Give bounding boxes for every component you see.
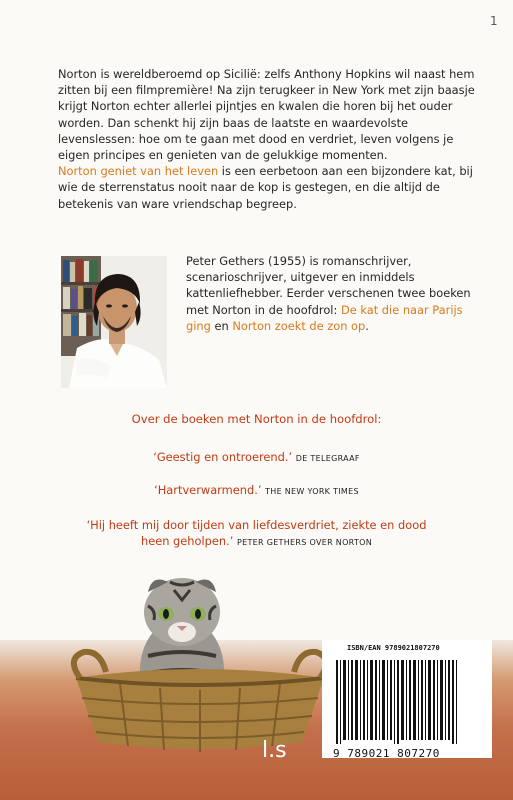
book-title-highlight: Norton geniet van het leven: [58, 164, 219, 179]
author-photo: [61, 256, 167, 388]
review-quote: [0, 517, 513, 551]
author-photo-image: [61, 256, 167, 388]
blurb-paragraph-1: Norton is wereldberoemd op Sicilië: zelfs Anthony Hopkins wil naast hem zitten bij een filmpremière! Na zijn terugkeer in New York met zijn baasje krijgt Norton echter allerlei pijntjes en kwalen die horen bij het ouder worden. Dan schenkt hij zijn baas de laatste en waardevolste levenslessen: hoe om te gaan met dood en verdriet, leven volgens je eigen principes en genieten van de gelukkige momenten.: [58, 67, 475, 163]
quote-text: ‘Geestig en ontroerend.’: [153, 450, 293, 464]
bio-end: .: [365, 318, 369, 333]
quote-text-continued: heen geholpen.’: [140, 534, 234, 548]
barcode-box: [322, 640, 492, 758]
book-title-paris: De kat die naar Parijs ging: [186, 302, 463, 333]
quote-text: ‘Hartverwarmend.’: [154, 483, 262, 497]
quotes-heading: Over de boeken met Norton in de hoofdrol:: [131, 412, 382, 426]
review-quote: [0, 482, 513, 500]
bio-connector: en: [210, 318, 233, 333]
quote-source: DE TELEGRAAF: [295, 454, 360, 463]
isbn-digits: 9 789021 807270: [333, 747, 440, 760]
quote-text: ‘Hij heeft mij door tijden van liefdesverdriet, ziekte en dood: [86, 518, 427, 532]
publisher-logo: l.s: [262, 738, 287, 763]
quote-source: PETER GETHERS OVER NORTON: [236, 538, 373, 547]
book-title-zon: Norton zoekt de zon op: [232, 318, 366, 333]
kitten-in-basket-illustration: [70, 560, 330, 760]
blurb-paragraph-2: is een eerbetoon aan een bijzondere kat, bij wie de sterrenstatus nooit naar de kop is gestegen, en die altijd de betekenis van ware vriendschap begreep.: [58, 164, 473, 211]
author-bio: [186, 253, 486, 334]
isbn-label: ISBN/EAN 9789021807270: [347, 644, 440, 652]
quote-source: THE NEW YORK TIMES: [265, 487, 359, 496]
review-quote: [0, 449, 513, 467]
author-bio-text: Peter Gethers (1955) is romanschrijver, scenarioschrijver, uitgever en inmiddels kattenliefhebber. Eerder verschenen twee boeken met Norton in de hoofdrol:: [186, 254, 471, 317]
corner-mark: 1: [490, 14, 498, 28]
blurb: [58, 66, 478, 212]
barcode-icon: [322, 640, 492, 758]
